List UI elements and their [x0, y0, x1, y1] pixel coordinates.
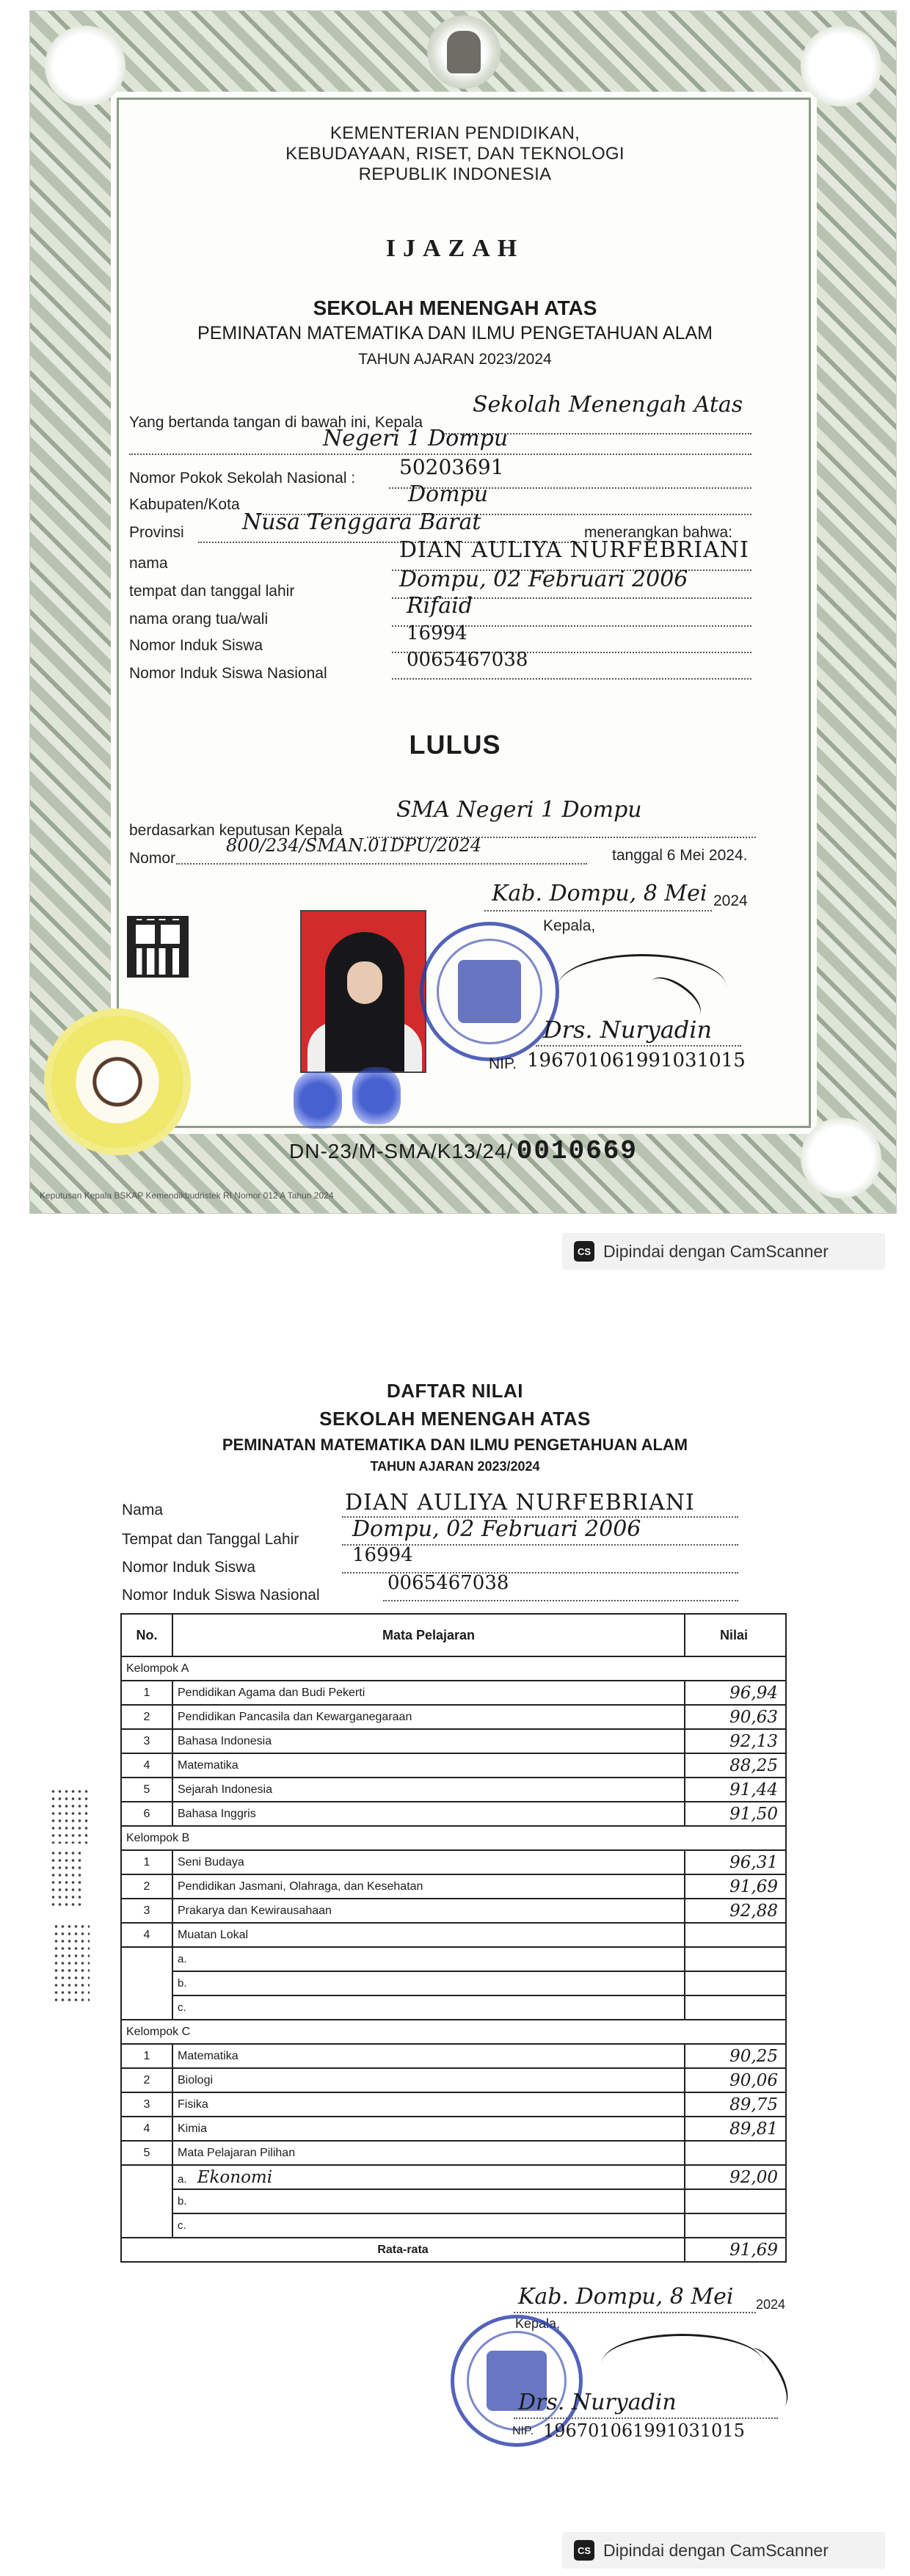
parent-label: nama orang tua/wali	[129, 611, 269, 627]
table-row	[121, 2092, 786, 2117]
row-grade: 89,75	[685, 2092, 786, 2117]
row-grade: 88,25	[685, 1753, 786, 1778]
row-no: 5	[121, 1778, 172, 1802]
number-label: Nomor	[129, 850, 176, 867]
qr-code-icon	[127, 916, 189, 978]
row-grade: 92,13	[685, 1729, 786, 1753]
birth-label: tempat dan tanggal lahir	[129, 583, 295, 600]
row-no: 4	[121, 2117, 172, 2141]
declares-label: menerangkan bahwa:	[584, 524, 732, 541]
scan-artifact-dots	[53, 1923, 90, 2004]
corner-ornament-top-left	[45, 26, 125, 106]
dotted-line	[514, 2312, 756, 2313]
t-name-label: Nama	[122, 1502, 164, 1518]
t-headmaster-name: Drs. Nuryadin	[518, 2390, 677, 2415]
row-subject: Pendidikan Jasmani, Olahraga, dan Kesehatan	[172, 1874, 685, 1899]
thumbprint-left	[294, 1071, 342, 1129]
table-row	[121, 2165, 786, 2189]
local-sub-c: c.	[172, 1995, 685, 2020]
camscanner-logo-icon: CS	[574, 2540, 594, 2561]
t-nisn-value: 0065467038	[387, 1572, 509, 1594]
t-name-value: DIAN AULIYA NURFEBRIANI	[345, 1490, 695, 1516]
student-name: DIAN AULIYA NURFEBRIANI	[399, 537, 749, 563]
row-grade: 96,31	[685, 1850, 786, 1874]
row-grade: 91,69	[685, 1874, 786, 1899]
group-row	[121, 2020, 786, 2044]
row-no: 4	[121, 1753, 172, 1778]
row-subject: Seni Budaya	[172, 1850, 685, 1874]
table-row	[121, 1681, 786, 1705]
table-row	[121, 2189, 786, 2213]
local-sub-b: b.	[172, 1971, 685, 1995]
average-label: Rata-rata	[121, 2238, 685, 2262]
table-row	[121, 2117, 786, 2141]
decision-school: SMA Negeri 1 Dompu	[396, 797, 642, 823]
program: PEMINATAN MATEMATIKA DAN ILMU PENGETAHUAN ALAM	[197, 323, 713, 343]
corner-ornament-bottom-right	[801, 1118, 881, 1198]
ministry-heading	[220, 123, 690, 185]
garuda-emblem-icon	[427, 15, 500, 89]
col-subject: Mata Pelajaran	[172, 1614, 685, 1656]
average-value: 91,69	[685, 2238, 786, 2262]
table-row	[121, 1923, 786, 1947]
corner-ornament-top-right	[801, 26, 881, 106]
regency-label: Kabupaten/Kota	[129, 496, 240, 513]
t-nis-value: 16994	[352, 1544, 413, 1566]
row-subject: Pendidikan Agama dan Budi Pekerti	[172, 1681, 685, 1705]
camscanner-badge	[562, 2532, 885, 2569]
issue-year: 2024	[713, 892, 748, 909]
transcript-school-type: SEKOLAH MENENGAH ATAS	[319, 1408, 591, 1430]
npsn-label: Nomor Pokok Sekolah Nasional :	[129, 470, 356, 487]
dotted-line	[514, 2417, 778, 2419]
t-nip-label: NIP.	[512, 2425, 534, 2437]
row-grade: 92,88	[685, 1899, 786, 1923]
table-row	[121, 1899, 786, 1923]
table-row	[121, 1802, 786, 1826]
ministry-line-3: REPUBLIK INDONESIA	[358, 164, 552, 184]
ministry-line-1: KEMENTERIAN PENDIDIKAN,	[330, 123, 580, 143]
row-no: 3	[121, 2092, 172, 2117]
camscanner-badge	[562, 1233, 885, 1270]
transcript-academic-year: TAHUN AJARAN 2023/2024	[370, 1459, 540, 1474]
dotted-line	[176, 863, 587, 865]
grades-table	[120, 1613, 787, 2263]
dotted-line	[484, 910, 712, 912]
col-no: No.	[121, 1614, 172, 1656]
group-a-label: Kelompok A	[121, 1656, 786, 1681]
certificate-title: IJAZAH	[385, 235, 525, 262]
row-subject: Sejarah Indonesia	[172, 1778, 685, 1802]
row-no: 2	[121, 1874, 172, 1899]
camscanner-label: Dipindai dengan CamScanner	[603, 2540, 829, 2560]
group-c-label: Kelompok C	[121, 2020, 786, 2044]
serial-number: 0010669	[516, 1136, 638, 1166]
birth-value: Dompu, 02 Februari 2006	[399, 567, 688, 592]
row-no: 1	[121, 2044, 172, 2068]
dotted-line	[392, 678, 751, 680]
nip-label: NIP.	[489, 1055, 517, 1072]
thumbprint-right	[352, 1067, 401, 1124]
row-no: 2	[121, 2068, 172, 2092]
table-row	[121, 1971, 786, 1995]
scan-artifact-dots	[50, 1788, 90, 1844]
elective-letter-b: b.	[172, 2189, 685, 2213]
table-row	[121, 1995, 786, 2020]
row-subject: Muatan Lokal	[172, 1923, 685, 1947]
dotted-line	[383, 1600, 738, 1601]
name-label: nama	[129, 555, 168, 572]
table-row	[121, 1753, 786, 1778]
school-name-line-2: Negeri 1 Dompu	[323, 426, 509, 451]
nis-value: 16994	[407, 622, 467, 644]
local-sub-a: a.	[172, 1947, 685, 1971]
decision-number: 800/234/SMAN.01DPU/2024	[226, 835, 482, 856]
t-birth-label: Tempat dan Tanggal Lahir	[122, 1531, 299, 1548]
row-subject: Biologi	[172, 2068, 685, 2092]
row-no: 3	[121, 1729, 172, 1753]
row-subject: Matematika	[172, 2044, 685, 2068]
row-subject: Bahasa Inggris	[172, 1802, 685, 1826]
signature-stroke	[558, 954, 727, 1020]
table-row	[121, 1705, 786, 1729]
gold-seal-icon	[51, 1016, 183, 1148]
group-row	[121, 1826, 786, 1850]
student-photo	[300, 910, 426, 1073]
row-no: 2	[121, 1705, 172, 1729]
table-row	[121, 1874, 786, 1899]
row-grade: 91,44	[685, 1778, 786, 1802]
parent-value: Rifaid	[407, 593, 473, 619]
row-no: 5	[121, 2141, 172, 2165]
t-nisn-label: Nomor Induk Siswa Nasional	[122, 1587, 320, 1604]
intro-label: Yang bertanda tangan di bawah ini, Kepala	[129, 414, 423, 431]
row-subject: Kimia	[172, 2117, 685, 2141]
row-grade: 90,25	[685, 2044, 786, 2068]
npsn-value: 50203691	[399, 455, 504, 479]
row-grade	[685, 2141, 786, 2165]
nisn-label: Nomor Induk Siswa Nasional	[129, 665, 327, 682]
row-no: 6	[121, 1802, 172, 1826]
t-issue-place-date: Kab. Dompu, 8 Mei	[518, 2284, 734, 2310]
table-header-row	[121, 1614, 786, 1656]
nis-label: Nomor Induk Siswa	[129, 637, 263, 654]
table-row	[121, 2141, 786, 2165]
row-grade: 90,06	[685, 2068, 786, 2092]
transcript-title: DAFTAR NILAI	[386, 1380, 524, 1402]
province-value: Nusa Tenggara Barat	[242, 509, 481, 535]
t-birth-value: Dompu, 02 Februari 2006	[352, 1516, 641, 1542]
school-name-line-1: Sekolah Menengah Atas	[473, 392, 743, 418]
table-row	[121, 2044, 786, 2068]
transcript-program: PEMINATAN MATEMATIKA DAN ILMU PENGETAHUAN ALAM	[222, 1436, 688, 1454]
elective-letter-a: a.	[178, 2172, 187, 2186]
average-row	[121, 2238, 786, 2262]
table-row	[121, 1947, 786, 1971]
regency-value: Dompu	[408, 481, 489, 507]
t-nis-label: Nomor Induk Siswa	[122, 1559, 256, 1576]
table-row	[121, 1729, 786, 1753]
scan-artifact-dots	[50, 1849, 84, 1908]
row-subject: Mata Pelajaran Pilihan	[172, 2141, 685, 2165]
row-no: 1	[121, 1850, 172, 1874]
row-grade: 96,94	[685, 1681, 786, 1705]
group-row	[121, 1656, 786, 1681]
school-stamp-icon	[420, 922, 559, 1061]
nisn-value: 0065467038	[407, 649, 528, 671]
camscanner-logo-icon: CS	[574, 1241, 594, 1262]
table-row	[121, 1850, 786, 1874]
decision-date: tanggal 6 Mei 2024.	[612, 847, 748, 864]
decision-label: berdasarkan keputusan Kepala	[129, 822, 343, 839]
row-grade: 91,50	[685, 1802, 786, 1826]
row-no: 1	[121, 1681, 172, 1705]
academic-year: TAHUN AJARAN 2023/2024	[358, 351, 552, 368]
camscanner-label: Dipindai dengan CamScanner	[603, 1241, 829, 1261]
t-headmaster-label: Kepala,	[515, 2316, 561, 2331]
issue-place-date: Kab. Dompu, 8 Mei	[492, 881, 707, 906]
nip-value: 196701061991031015	[527, 1049, 746, 1071]
row-subject: Matematika	[172, 1753, 685, 1778]
t-nip-value: 196701061991031015	[543, 2420, 745, 2441]
row-subject: Prakarya dan Kewirausahaan	[172, 1899, 685, 1923]
row-no: 3	[121, 1899, 172, 1923]
elective-subject-a: Ekonomi	[197, 2167, 273, 2187]
serial-label: DN-23/M-SMA/K13/24/	[289, 1140, 514, 1163]
signature-stroke	[602, 2334, 763, 2393]
table-row	[121, 2213, 786, 2238]
t-issue-year: 2024	[756, 2297, 786, 2312]
headmaster-label: Kepala,	[543, 917, 596, 934]
row-subject: Pendidikan Pancasila dan Kewarganegaraan	[172, 1705, 685, 1729]
row-no: 4	[121, 1923, 172, 1947]
row-grade	[685, 1923, 786, 1947]
graduation-result: LULUS	[409, 729, 501, 760]
group-b-label: Kelompok B	[121, 1826, 786, 1850]
serial-block	[289, 1136, 638, 1166]
elective-grade-a: 92,00	[685, 2165, 786, 2189]
row-grade: 90,63	[685, 1705, 786, 1729]
row-subject: Fisika	[172, 2092, 685, 2117]
table-row	[121, 1778, 786, 1802]
province-label: Provinsi	[129, 524, 184, 541]
row-grade: 89,81	[685, 2117, 786, 2141]
row-subject: Bahasa Indonesia	[172, 1729, 685, 1753]
table-row	[121, 2068, 786, 2092]
ministry-line-2: KEBUDAYAAN, RISET, DAN TEKNOLOGI	[285, 144, 625, 164]
decree-note: Keputusan Kepala BSKAP Kemendikbudristek RI Nomor 012 A Tahun 2024	[40, 1190, 334, 1201]
headmaster-name: Drs. Nuryadin	[543, 1016, 713, 1044]
col-grade: Nilai	[685, 1614, 786, 1656]
school-type: SEKOLAH MENENGAH ATAS	[313, 296, 597, 319]
elective-letter-c: c.	[172, 2213, 685, 2238]
dotted-line	[536, 1045, 741, 1047]
